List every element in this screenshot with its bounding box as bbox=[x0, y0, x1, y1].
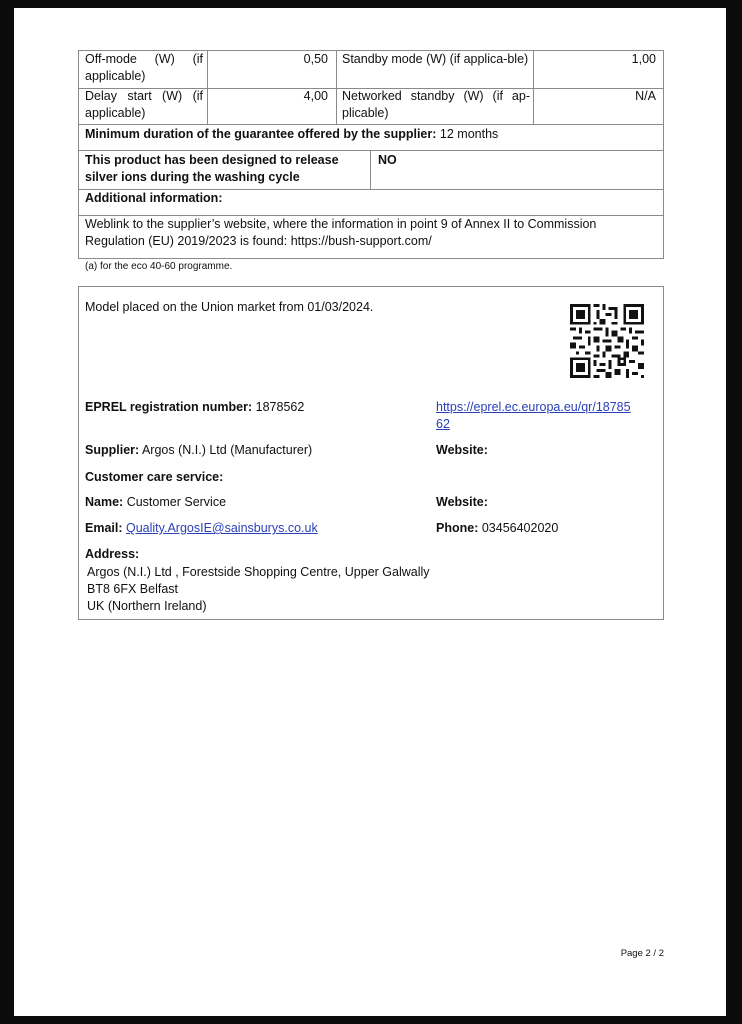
phone-label: Phone: bbox=[436, 521, 479, 535]
document-page bbox=[14, 8, 726, 1016]
additional-info-label: Additional information: bbox=[85, 191, 223, 205]
standby-mode-value: 1,00 bbox=[631, 52, 656, 66]
networked-standby-value: N/A bbox=[635, 89, 656, 103]
guarantee-label: Minimum duration of the guarantee offered by the supplier: bbox=[85, 127, 437, 141]
silver-ions-label: This product has been designed to release silver ions during the washing cycle bbox=[85, 153, 339, 184]
supplier-value: Argos (N.I.) Ltd (Manufacturer) bbox=[141, 443, 313, 457]
name-row bbox=[85, 494, 425, 511]
address-line: UK (Northern Ireland) bbox=[87, 599, 207, 613]
eprel-row bbox=[85, 399, 425, 416]
silver-ions-value: NO bbox=[378, 153, 397, 167]
phone-row bbox=[436, 520, 558, 537]
networked-standby-label: Networked standby (W) (if ap-plicable) bbox=[342, 89, 530, 120]
eprel-label: EPREL registration number: bbox=[85, 400, 253, 414]
qr-code-icon bbox=[570, 304, 644, 378]
weblink-text: Weblink to the supplier’s website, where the information in point 9 of Annex II to Commission Regulation (EU) 2019/2023 is found: https://bush-support.com/ bbox=[85, 217, 597, 248]
email-link[interactable]: Quality.ArgosIE@sainsburys.co.uk bbox=[126, 521, 318, 535]
phone-value: 03456402020 bbox=[481, 521, 559, 535]
customer-care-label: Customer care service: bbox=[85, 470, 224, 484]
guarantee-row bbox=[85, 126, 655, 143]
eprel-link[interactable]: https://eprel.ec.europa.eu/qr/1878562 bbox=[436, 400, 631, 431]
supplier-row bbox=[85, 442, 425, 459]
standby-mode-label: Standby mode (W) (if applica-ble) bbox=[342, 52, 529, 66]
email-row bbox=[85, 520, 425, 537]
address-line: BT8 6FX Belfast bbox=[87, 582, 179, 596]
eprel-value: 1878562 bbox=[255, 400, 305, 414]
name-label: Name: bbox=[85, 495, 124, 509]
email-label: Email: bbox=[85, 521, 123, 535]
off-mode-label: Off-mode (W) (if applicable) bbox=[85, 52, 203, 83]
footnote: (a) for the eco 40-60 programme. bbox=[85, 261, 233, 272]
address-label: Address: bbox=[85, 547, 140, 561]
model-placed-text: Model placed on the Union market from 01/03/2024. bbox=[85, 300, 374, 314]
address-line: Argos (N.I.) Ltd , Forestside Shopping Centre, Upper Galwally bbox=[87, 565, 430, 579]
delay-start-value: 4,00 bbox=[303, 89, 328, 103]
delay-start-label: Delay start (W) (if applicable) bbox=[85, 89, 203, 120]
supplier-website-label: Website: bbox=[436, 443, 488, 457]
name-value: Customer Service bbox=[126, 495, 227, 509]
address-block bbox=[87, 564, 527, 615]
supplier-label: Supplier: bbox=[85, 443, 140, 457]
off-mode-value: 0,50 bbox=[303, 52, 328, 66]
customer-website-label: Website: bbox=[436, 495, 488, 509]
page-number: Page 2 / 2 bbox=[620, 948, 664, 959]
guarantee-value: 12 months bbox=[439, 127, 499, 141]
